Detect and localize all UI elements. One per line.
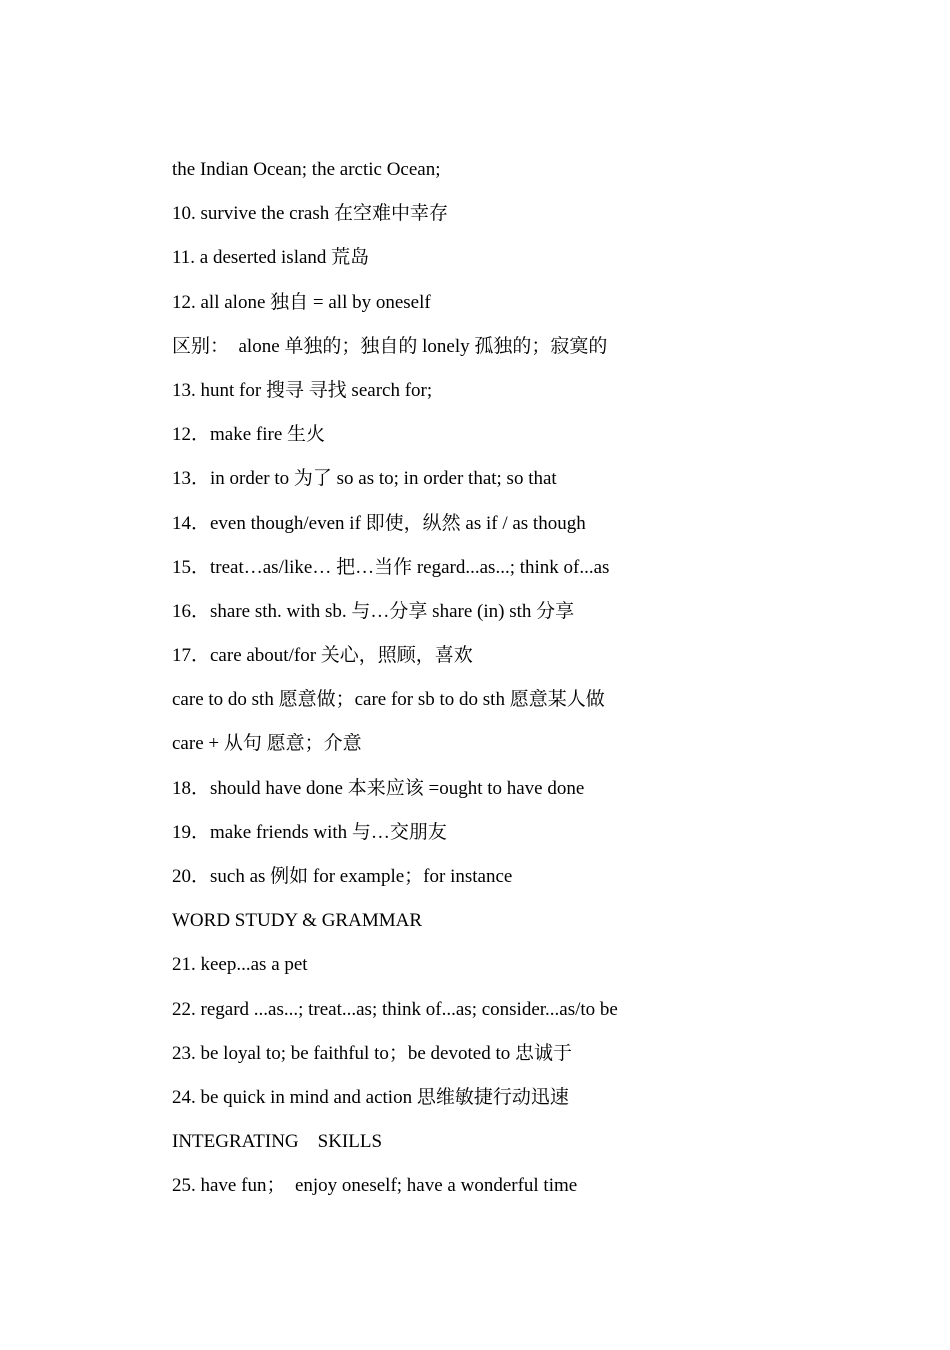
text-line: 13. hunt for 搜寻 寻找 search for;	[172, 379, 433, 401]
text-line: 13．in order to 为了 so as to; in order that; so that	[172, 468, 557, 490]
text-line: 21. keep...as a pet	[172, 954, 308, 976]
text-line: 23. be loyal to; be faithful to；be devoted to 忠诚于	[172, 1042, 572, 1064]
text-line: 19．make friends with 与…交朋友	[172, 821, 447, 843]
section-heading: INTEGRATING SKILLS	[172, 1131, 383, 1153]
text-line: 12．make fire 生火	[172, 424, 326, 446]
text-line: 10. survive the crash 在空难中幸存	[172, 203, 448, 225]
text-line: 区别： alone 单独的；独自的 lonely 孤独的；寂寞的	[172, 335, 608, 357]
text-line: 17．care about/for 关心，照顾，喜欢	[172, 645, 473, 667]
text-line: care to do sth 愿意做；care for sb to do sth 愿意某人做	[172, 689, 605, 711]
text-line: care + 从句 愿意；介意	[172, 733, 362, 755]
text-line: 14．even though/even if 即使，纵然 as if / as though	[172, 512, 586, 534]
text-line: 25. have fun； enjoy oneself; have a wonderful time	[172, 1175, 578, 1197]
text-line: 11. a deserted island 荒岛	[172, 247, 370, 269]
text-line: 20．such as 例如 for example；for instance	[172, 866, 513, 887]
text-line: 16．share sth. with sb. 与…分享 share (in) sth 分享	[172, 600, 575, 622]
text-line: the Indian Ocean; the arctic Ocean;	[172, 159, 441, 180]
text-line: 18．should have done 本来应该 =ought to have done	[172, 777, 585, 799]
text-line: 15．treat…as/like… 把…当作 regard...as...; think of...as	[172, 556, 610, 578]
text-line: 12. all alone 独自 = all by oneself	[172, 291, 431, 313]
text-line: 22. regard ...as...; treat...as; think of...as; consider...as/to be	[172, 998, 618, 1020]
text-line: 24. be quick in mind and action 思维敏捷行动迅速	[172, 1086, 569, 1108]
vocabulary-list	[172, 156, 892, 1217]
section-heading: WORD STUDY & GRAMMAR	[172, 910, 423, 932]
